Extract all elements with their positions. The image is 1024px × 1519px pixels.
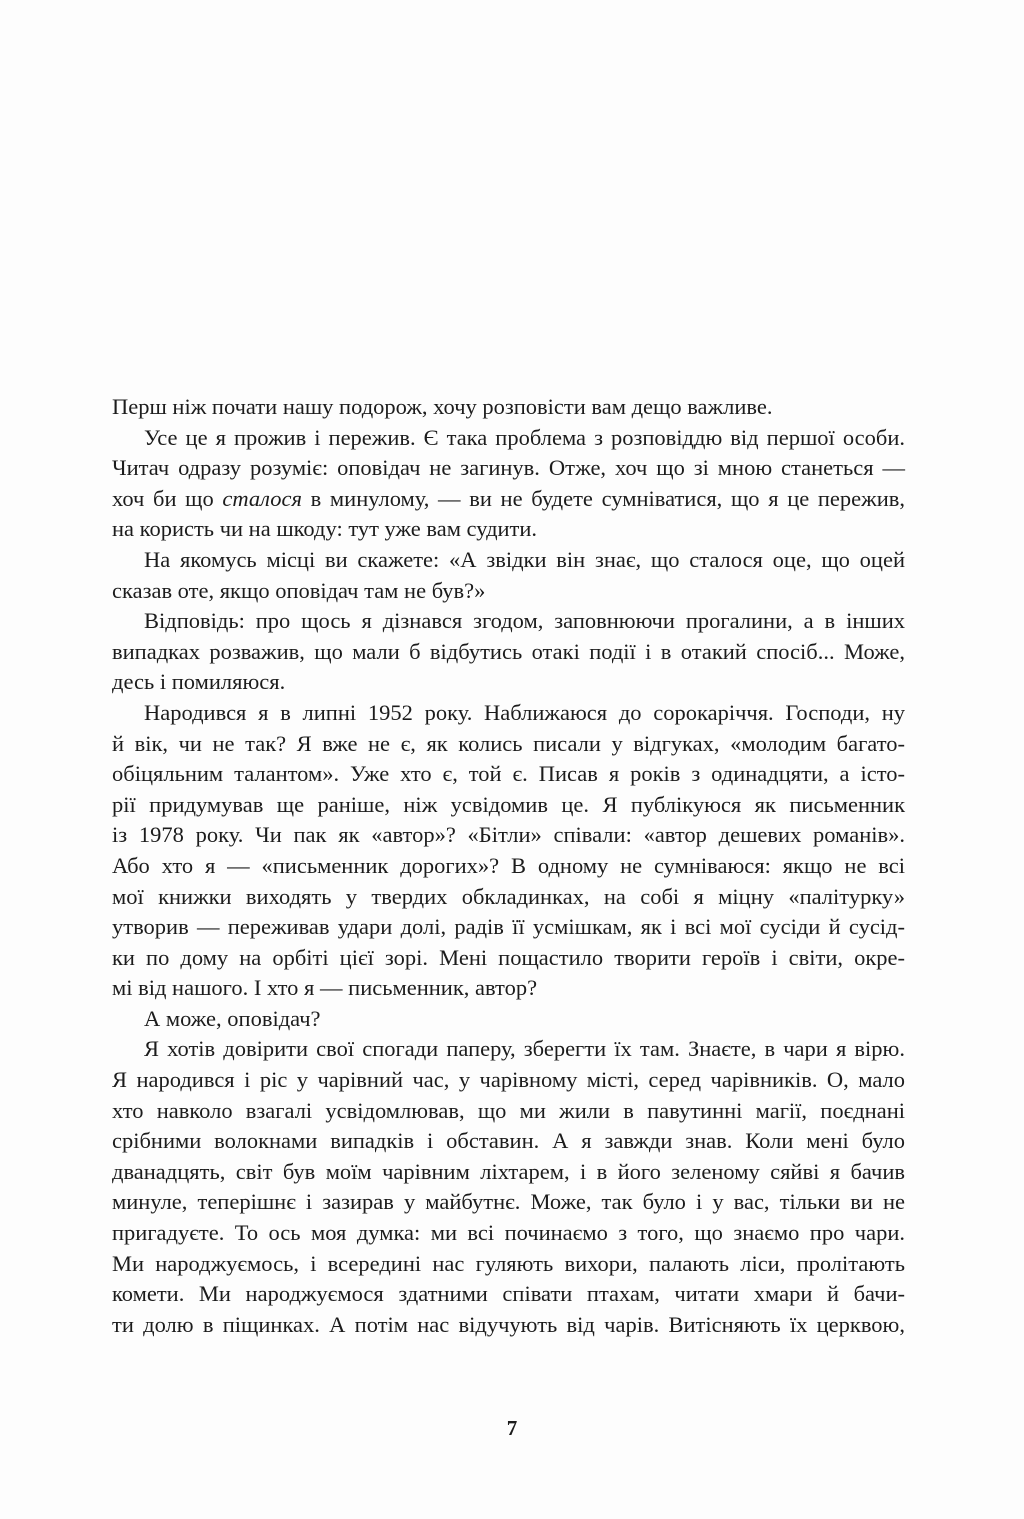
text-line: обіцяльним талантом». Уже хто є, той є. Писав я років з одинадцяти, а істо- (112, 761, 905, 787)
text-line: рії придумував ще раніше, ніж усвідомив це. Я публікуюся як письменник (112, 791, 905, 817)
text-line: мі від нашого. І хто я — письменник, автор? (112, 975, 538, 1001)
page-number: 7 (506, 1416, 518, 1440)
text-line: хто навколо взагалі усвідомлював, що ми жили в павутинні магії, поєднані (112, 1097, 905, 1123)
text-line: Я народився і ріс у чарівний час, у чарівному місті, серед чарівників. О, мало (112, 1067, 905, 1093)
text-line: ти долю в піщинках. А потім нас відучують від чарів. Витісняють їх церквою, (112, 1311, 905, 1337)
text-line: десь і помиляюся. (112, 669, 286, 695)
text-line: Я хотів довірити свої спогади паперу, зберегти їх там. Знаєте, в чари я вірю. (144, 1036, 905, 1062)
body-text (112, 392, 905, 1340)
text-line: утворив — переживав удари долі, радів її усмішкам, як і всі мої сусіди й сусід- (112, 914, 905, 940)
text-line: Усе це я прожив і пережив. Є така проблема з розповіддю від першої особи. (144, 424, 905, 450)
text-line: ки по дому на орбіті цієї зорі. Мені пощастило творити героїв і світи, окре- (112, 944, 905, 970)
text-line: Або хто я — «письменник дорогих»? В одному не сумніваюся: якщо не всі (112, 852, 905, 878)
text-line: А може, оповідач? (144, 1005, 321, 1031)
text-line: пригадуєте. То ось моя думка: ми всі починаємо з того, що знаємо про чари. (112, 1220, 905, 1246)
text-line: Читач одразу розуміє: оповідач не загинув. Отже, хоч що зі мною станеться — (112, 455, 905, 481)
text-line: на користь чи на шкоду: тут уже вам судити. (112, 516, 538, 542)
text-line: й вік, чи не так? Я вже не є, як колись писали у відгуках, «молодим багато- (112, 730, 905, 756)
text-line: срібними волокнами випадків і обставин. А я завжди знав. Коли мені було (112, 1128, 905, 1154)
text-line: Народився я в липні 1952 року. Наближаюся до сорокаріччя. Господи, ну (144, 699, 905, 725)
text-run: хоч би що (112, 485, 223, 511)
text-line: комети. Ми народжуємося здатними співати птахам, читати хмари й бачи- (112, 1281, 905, 1307)
text-line: Перш ніж почати нашу подорож, хочу розповісти вам дещо важливе. (112, 394, 773, 419)
text-line: мої книжки виходять у твердих обкладинках, на собі я міцну «палітурку» (112, 883, 905, 909)
text-line: випадках розважив, що мали б відбутись отакі події і в отакий спосіб... Може, (112, 638, 905, 664)
text-line: із 1978 року. Чи пак як «автор»? «Бітли» співали: «автор дешевих романів». (112, 822, 905, 848)
text-run: в минулому, — ви не будете сумніватися, що я це пережив, (301, 485, 905, 511)
text-line: На якомусь місці ви скажете: «А звідки він знає, що сталося оце, що оцей (144, 546, 905, 572)
text-line: сказав оте, якщо оповідач там не був?» (112, 577, 486, 603)
text-line: Відповідь: про щось я дізнався згодом, заповнюючи прогалини, а в інших (144, 608, 905, 634)
text-line: дванадцять, світ був моїм чарівним ліхтарем, і в його зеленому сяйві я бачив (112, 1158, 905, 1184)
text-line: минуле, теперішнє і зазирав у майбутнє. Може, так було і у вас, тільки ви не (112, 1189, 905, 1215)
emphasized-word: сталося (222, 485, 302, 511)
text-line (112, 484, 905, 515)
text-line: Ми народжуємось, і всередині нас гуляють вихори, палають ліси, пролітають (112, 1250, 905, 1276)
